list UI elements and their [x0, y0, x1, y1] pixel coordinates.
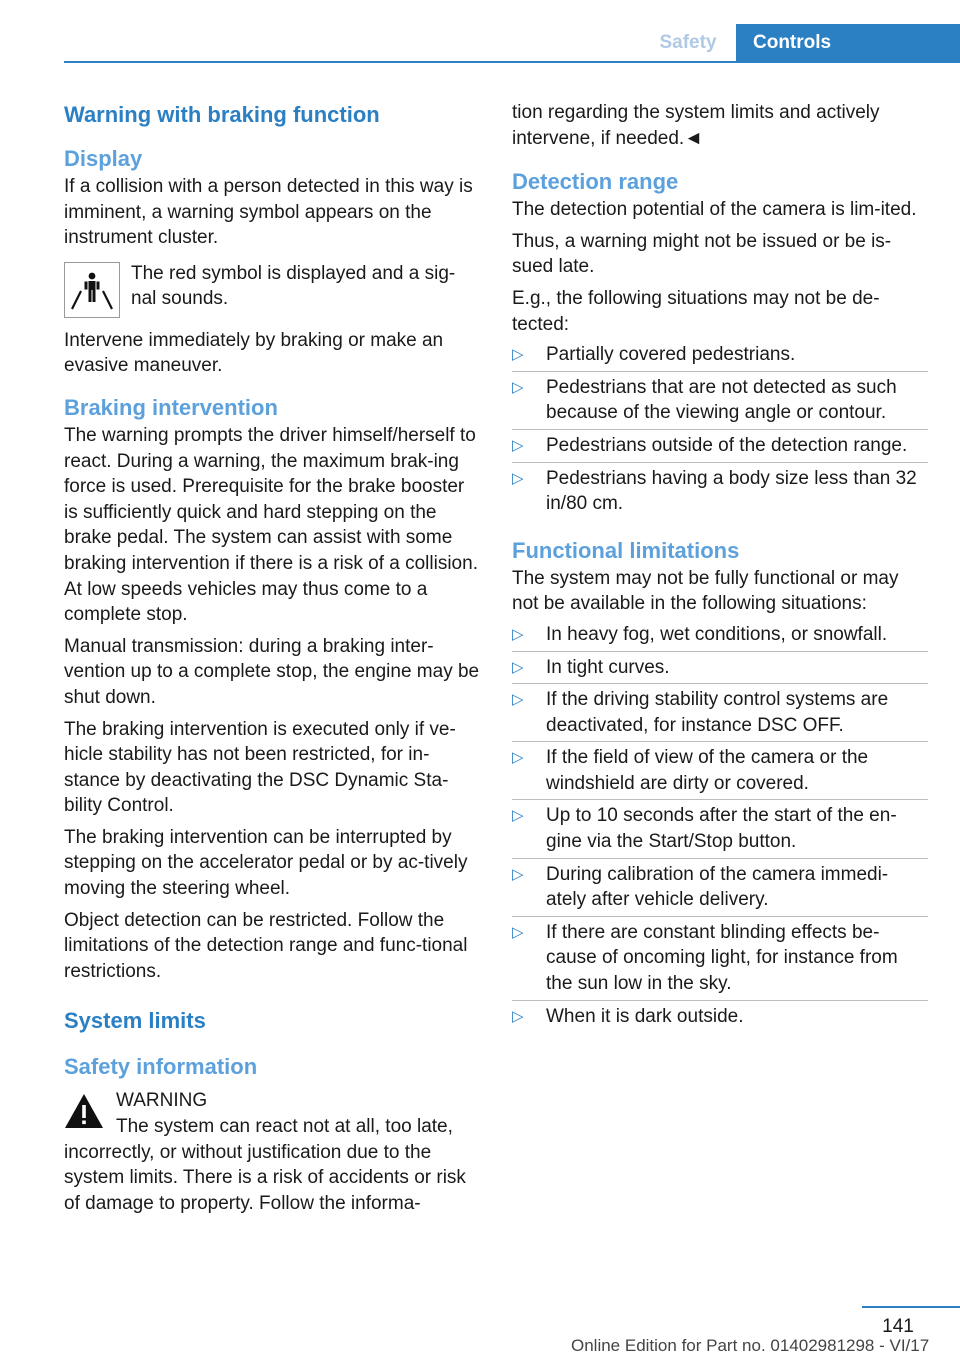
footer-rule — [862, 1306, 960, 1308]
functional-list — [512, 619, 928, 1032]
heading-display: Display — [64, 146, 143, 171]
symbol-description: The red symbol is displayed and a sig‐nal sounds. — [131, 262, 456, 310]
edition-line: Online Edition for Part no. 01402981298 - VI/17 — [571, 1336, 930, 1355]
warning-label: WARNING — [116, 1090, 208, 1112]
bullet-icon: ▷ — [512, 807, 524, 825]
list-item: ▷ Up to 10 seconds after the start of the en‐gine via the Start/Stop button. — [512, 799, 928, 857]
bullet-icon: ▷ — [512, 436, 524, 454]
bullet-icon: ▷ — [512, 378, 524, 396]
heading-braking-intervention: Braking intervention — [64, 394, 278, 420]
intervene-paragraph: Intervene immediately by braking or make an evasive maneuver. — [64, 329, 444, 377]
list-item: ▷ If the driving stability control systems are deactivated, for instance DSC OFF. — [512, 683, 928, 741]
bullet-icon: ▷ — [512, 469, 524, 487]
list-item: ▷ If there are constant blinding effects be‐cause of oncoming light, for instance from the sun low in the sky. — [512, 916, 928, 1000]
symbol-row — [64, 261, 480, 318]
list-item: ▷ In heavy fog, wet conditions, or snowfall. — [512, 619, 928, 651]
bullet-icon: ▷ — [512, 658, 524, 676]
warning-triangle-icon — [64, 1092, 104, 1130]
braking-paragraph-3: The braking intervention is executed only if ve‐hicle stability has not been restricted, for in‐stance by deactivating the DSC Dynamic Sta‐bility Control. — [64, 718, 456, 817]
detection-paragraph-3: E.g., the following situations may not be de‐tected: — [512, 287, 880, 335]
warning-continuation: tion regarding the system limits and actively intervene, if needed.◄ — [512, 102, 880, 149]
list-item: ▷ In tight curves. — [512, 651, 928, 684]
bullet-icon: ▷ — [512, 625, 524, 643]
heading-safety-information: Safety information — [64, 1054, 258, 1080]
bullet-icon: ▷ — [512, 749, 524, 767]
list-item: ▷ Pedestrians that are not detected as such because of the viewing angle or contour. — [512, 371, 928, 429]
header-tab-safety: Safety — [659, 31, 717, 53]
functional-paragraph: The system may not be fully functional or may not be available in the following situations: — [512, 567, 899, 615]
detection-paragraph-2: Thus, a warning might not be issued or be is‐sued late. — [512, 230, 892, 278]
braking-paragraph-5: Object detection can be restricted. Follow the limitations of the detection range and func‐tional restrictions. — [64, 909, 468, 982]
left-column — [64, 100, 480, 1216]
header-rule — [64, 61, 960, 63]
bullet-icon: ▷ — [512, 346, 524, 364]
heading-functional-limitations: Functional limitations — [512, 537, 740, 563]
list-item: ▷ When it is dark outside. — [512, 1000, 928, 1033]
bullet-icon: ▷ — [512, 923, 524, 941]
braking-paragraph-4: The braking intervention can be interrupted by stepping on the accelerator pedal or by ac‐tively moving the steering wheel. — [64, 826, 468, 900]
header-tab-controls: Controls — [736, 24, 960, 61]
list-item: ▷ During calibration of the camera immedi‐ately after vehicle delivery. — [512, 858, 928, 916]
braking-paragraph-2: Manual transmission: during a braking inter‐vention up to a complete stop, the engine may be shut down. — [64, 635, 480, 708]
list-item: ▷ Pedestrians outside of the detection range. — [512, 429, 928, 462]
warning-block — [64, 1088, 480, 1216]
list-item: ▷ If the field of view of the camera or the windshield are dirty or covered. — [512, 741, 928, 799]
heading-warning-braking: Warning with braking function — [64, 102, 380, 127]
heading-system-limits: System limits — [64, 1008, 206, 1034]
heading-detection-range: Detection range — [512, 169, 679, 195]
pedestrian-warning-icon — [64, 262, 120, 318]
warning-text: The system can react not at all, too late, incorrectly, or without justification due to the system limits. There is a risk of accidents or risk of damage to property. Follow the informa‐ — [64, 1116, 466, 1214]
list-item: ▷ Partially covered pedestrians. — [512, 339, 928, 371]
detection-list — [512, 339, 928, 520]
list-item: ▷ Pedestrians having a body size less than 32 in/80 cm. — [512, 462, 928, 520]
right-column — [512, 100, 928, 1038]
page-number: 141 — [882, 1316, 914, 1337]
bullet-icon: ▷ — [512, 865, 524, 883]
bullet-icon: ▷ — [512, 1007, 524, 1025]
bullet-icon: ▷ — [512, 691, 524, 709]
display-paragraph: If a collision with a person detected in this way is imminent, a warning symbol appears on the instrument cluster. — [64, 176, 473, 249]
detection-paragraph-1: The detection potential of the camera is lim‐ited. — [512, 199, 917, 221]
braking-paragraph-1: The warning prompts the driver himself/herself to react. During a warning, the maximum brak‐ing force is used. Prerequisite for the brake booster is sufficiently quick and hard stepping on the brake pedal. The system can assist with some braking intervention if there is a risk of a collision. At low speeds vehicles may thus come to a complete stop. — [64, 424, 478, 626]
